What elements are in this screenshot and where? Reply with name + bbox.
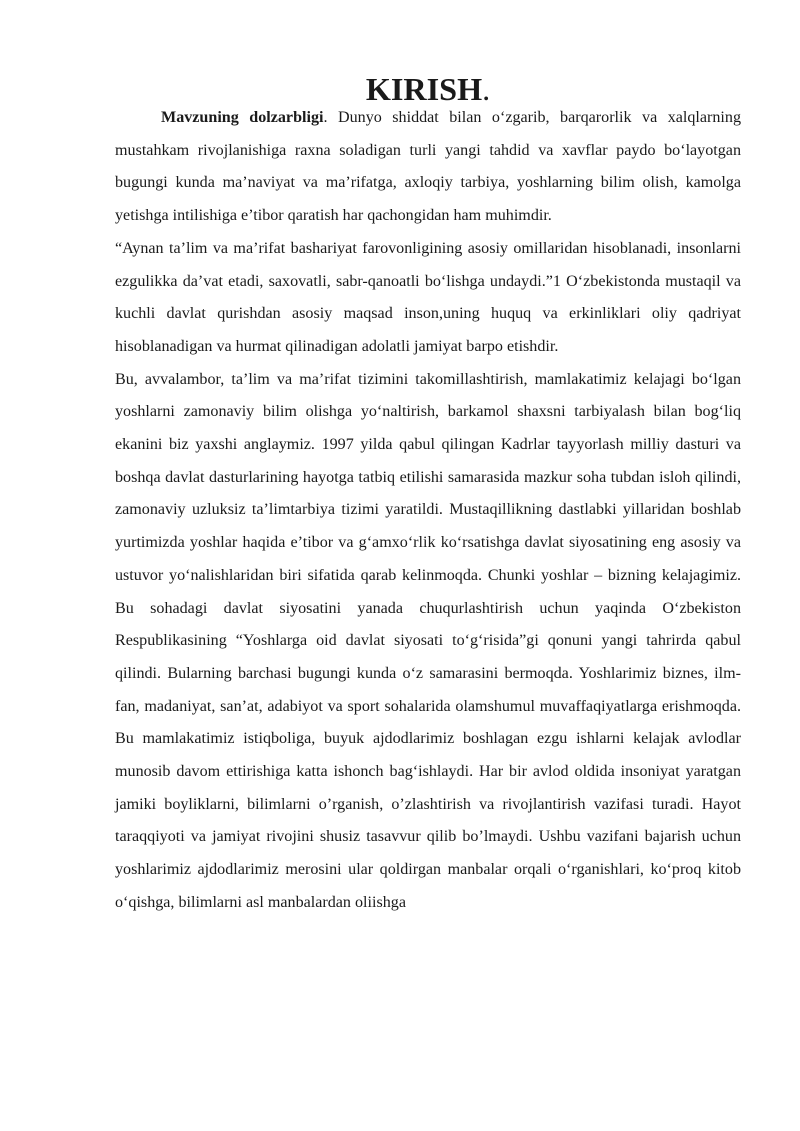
paragraph-text: . Dunyo shiddat bilan o‘zgarib, barqarorlik va xalqlarning mustahkam rivojlanishiga raxna soladigan turli yangi tahdid va xavflar paydo bo‘layotgan bugungi kunda ma’naviyat va ma’rifatga, axloqiy tarbiya, yoshlarning bilim olish, kamolga yetishga intilishiga e’tibor qaratish har qachongidan ham muhimdir. — [115, 109, 741, 225]
paragraph-quote: “Aynan ta’lim va ma’rifat bashariyat farovonligining asosiy omillaridan hisoblanadi, insonlarni ezgulikka da’vat etadi, saxovatli, sabr-qanoatli bo‘lishga undaydi.”1 O‘zbekistonda mustaqil va kuchli davlat qurishdan asosiy maqsad inson,uning huquq va erkinliklari oliy qadriyat hisoblanadigan va hurmat qilinadigan adolatli jamiyat barpo etishdir. — [115, 239, 741, 355]
page-title — [115, 71, 741, 107]
title-text: KIRISH — [365, 71, 483, 107]
paragraph-lead: Mavzuning dolzarbligi — [161, 109, 324, 126]
page-content — [115, 71, 741, 920]
title-suffix: . — [482, 71, 491, 107]
paragraph-relevance — [115, 102, 741, 233]
paragraph-education: Bu, avvalambor, ta’lim va ma’rifat tizimini takomillashtirish, mamlakatimiz kelajagi bo‘lgan yoshlarni zamonaviy bilim olishga yo‘naltirish, barkamol shaxsni tarbiyalash bilan bog‘liq ekanini biz yaxshi anglaymiz. 1997 yilda qabul qilingan Kadrlar tayyorlash milliy dasturi va boshqa davlat dasturlarining hayotga tatbiq etilishi samarasida mazkur soha tubdan isloh qilindi, zamonaviy uzluksiz ta’limtarbiya tizimi yaratildi. Mustaqillikning dastlabki yillaridan boshlab yurtimizda yoshlar haqida e’tibor va g‘amxo‘rlik ko‘rsatishga davlat siyosatining eng asosiy va ustuvor yo‘nalishlaridan biri sifatida qarab kelinmoqda. Chunki yoshlar – bizning kelajagimiz. Bu sohadagi davlat siyosatini yanada chuqurlashtirish uchun yaqinda O‘zbekiston Respublikasining “Yoshlarga oid davlat siyosati to‘g‘risida”gi qonuni yangi tahrirda qabul qilindi. Bularning barchasi bugungi kunda o‘z samarasini bermoqda. Yoshlarimiz biznes, ilm-fan, madaniyat, san’at, adabiyot va sport sohalarida olamshumul muvaffaqiyatlarga erishmoqda. Bu mamlakatimiz istiqboliga, buyuk ajdodlarimiz boshlagan ezgu ishlarni kelajak avlodlar munosib davom ettirishiga katta ishonch bag‘ishlaydi. Har bir avlod oldida insoniyat yaratgan jamiki boyliklarni, bilimlarni o’rganish, o’zlashtirish va rivojlantirish vazifasi turadi. Hayot taraqqiyoti va jamiyat rivojini shusiz tasavvur qilib bo’lmaydi. Ushbu vazifani bajarish uchun yoshlarimiz ajdodlarimiz merosini ular qoldirgan manbalar orqali o‘rganishlari, ko‘proq kitob o‘qishga, bilimlarni asl manbalardan oliishga — [115, 370, 741, 911]
